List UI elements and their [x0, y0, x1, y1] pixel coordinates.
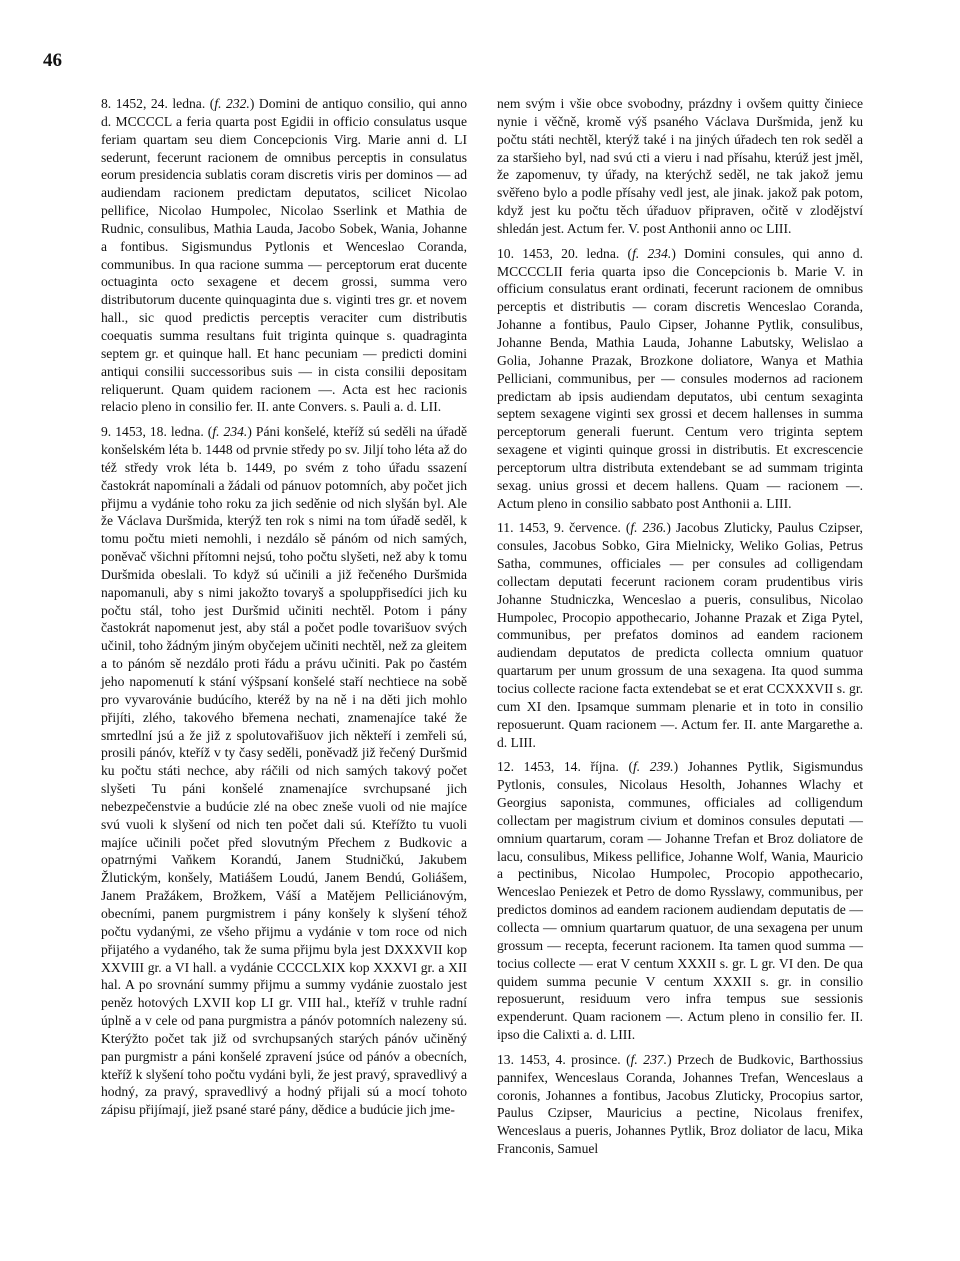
entry-date: 1452, 24. ledna. [115, 96, 206, 111]
folio-reference: f. 234. [212, 424, 248, 440]
entry-text: Jacobus Zluticky, Paulus Czipser, consules, Jacobus Sobko, Gira Mielnicky, Weliko Golias, Petrus Satha, communes, officiales — per consules ad colligendam collectam deputati fecerunt racionem coram prudentibus viris Johanne Studniczka, Wenceslao a pueris, consulibus, Nicolao Humpolec, Procopio appothecario, Johanne Prazak et Ziga Pytel, communibus, per prefatos dominos ad eandem racionem audiendam deputatos de predicta collecta omnium quatuor quartarum per unum grossum de una sexagena. Ita quod summa tocius collecte racione facta extendebat se et erat CCXXXVII s. gr. cum XI den. Ipsamque summam plenarie et in toto in consilio reposuerunt. Quam racionem —. Actum fer. II. ante Margarethe a. d. LIII. [497, 520, 863, 750]
folio-reference: f. 234. [632, 245, 672, 261]
folio-reference: f. 237. [630, 1051, 668, 1067]
folio-open: ( [626, 1051, 631, 1067]
entry-number: 13. [497, 1051, 514, 1067]
right-column [497, 95, 863, 1165]
entry-8 [101, 95, 467, 416]
folio-close: ) [671, 245, 676, 261]
folio-close: ) [666, 520, 671, 536]
entry-date: 1453, 18. ledna. [115, 424, 204, 440]
entry-number: 10. [497, 245, 514, 261]
folio-reference: f. 232. [214, 96, 250, 111]
folio-open: ( [209, 96, 215, 111]
entry-12 [497, 758, 863, 1044]
entry-13 [497, 1051, 863, 1158]
folio-open: ( [628, 759, 633, 775]
folio-close: ) [673, 759, 679, 775]
entry-text: Johannes Pytlik, Sigismundus Pytlonis, consules, Nicolaus Hesolth, Johannes Wlachy et Georgius saponista, communes, officiales ad colligendum collectam per magistrum civium et dominos consules deputati — omnium quartarum, coram — Johanne Trefan et Broz doliatore de lacu, consulibus, Mikess pellifice, Johanne Wolf, Wania, Mauricio a pectinibus, Nicolao Humpolec, Procopio appothecario, Wenceslao Peniezek et Petro de domo Rysslawy, communibus, per predictos dominos ad eandem racionem audiendam deputatis de — collecta — omnium quartarum quatuor, de una sexagena per unum grossum — recepta, fecerunt racionem. Ita tamen quod summa — tocius collecte — erat V centum XXXII s. gr. L gr. VI den. De qua quidem summa pecunie V centum XXXII s. gr. in consilio reposuerunt, residuum vero infra tempus sue sessionis expenderunt. Quam racionem —. Actum pleno in consilio fer. II. ipso die Calixti a. d. LIII. [497, 759, 863, 1043]
page-number: 46 [43, 50, 62, 71]
entry-date: 1453, 14. října. [523, 759, 619, 775]
folio-open: ( [207, 424, 213, 440]
folio-close: ) [247, 424, 252, 440]
entry-date: 1453, 20. ledna. [522, 245, 620, 261]
folio-open: ( [627, 245, 633, 261]
folio-reference: f. 236. [630, 520, 667, 536]
entry-text: Páni konšelé, kteříž sú seděli na úřadě konšelském léta b. 1448 od prvnie středy po sv. Jiljí toho léta až do též středy vrok léta b. 1449, po svém z toho úřadu ssazení častokrát napomínali a žádali od pánuov potomních, aby počet jich přijmu a vydánie toho roku za jich seděnie od nich slyšán byl. Ale že Václava Duršmida, kterýž ten rok s nimi na tom úřadě seděl, k tomu počtu mieti nemohli, i nezdálo sě pánóm od nich samých, poněvač všichni přítomni nejsú, toho počtu slyšeti, než aby k tomu Duršmida obeslali. To když sú učinili a již řečeného Duršmida napomanuli, aby s nimi jakožto tovaryš a spoluppřisedíci jich ku počtu stál, toho jest Duršmid učiniti nechtěl. Potom i pány častokrát napomenut jest, aby stál a počet podle tovarišuov svých učinil, toho žádným jiným obyčejem učiniti nechtěl, než za gleitem a to pánóm sě nezdálo proti řádu a právu učiniti. Pak po častém jeho napomenutí k stání výšpsaní konšelé staří nechtiece na sobě pro vyvarovánie budúcího, kteréž by na ně i na děti jich mohlo přijíti, zlého, takového břemena nechati, znamenajíce také že smrtedlní jsú a že již z spolutovařišuov jich někteří i zemřeli sú, prosili pánóv, kteříž v ty časy seděli, poněvadž již řečený Duršmid ku počtu státi nechce, aby ráčili od nich samých takový počet slyšeti Tu páni konšelé znamenajíce svrchupsané jich nebezpečenstvie a budúcie zlé na obec zneše vuoli od nie majíce svú vuoli k slyšení od nich ten počet dali sú. Kteřížto tu vuoli majíce učinili počet před slovutným Přechem z Budkovic a opatrnými Vaňkem Korandú, Janem Studničkú, Jakubem Žlutickým, konšely, Matiášem Loudú, Janem Bendú, Goliášem, Janem Pražákem, Brožkem, Váší a Matějem Pelliciánovým, obecními, panem purgmistrem i pány konšely k slyšení téhož počtu vydanými, ze všeho přijmu a vydánie v tom roce od nich přijatého a vydaného, tak že suma přijmu byla jest DXXXVII kop XXVIII gr. a VI hall. a vydánie CCCCLXIX kop XXXVI gr. a XII hal. A po srovnání summy přijmu a summy vydánie zuostalo jest peněz hotových LXVII kop LI gr. VIII hal., kteříž v truhle radní úplně a v cele od pana purgmistra a pánóv potomních nalezeny sú. Kterýžto počet tak již od svrchupsaných starých pánóv učiněný pan purgmistr a páni konšelé zpravení jsúce od pánóv a obecních, kteříž k slyšení toho počtu vydáni byli, že jest pravý, spravedlivý a hodný, za pravý, spravedlivý a hodný přijali sú a mocí tohoto zápisu přijímají, jiež psané staré pány, dědice a budúcie jich jme- [101, 424, 467, 1118]
entry-number: 8. [101, 96, 112, 111]
entry-date: 1453, 9. července. [518, 520, 621, 536]
entry-number: 9. [101, 424, 112, 440]
left-column [101, 95, 467, 1126]
folio-open: ( [625, 520, 631, 536]
folio-close: ) [667, 1051, 672, 1067]
continuation-text: nem svým i všie obce svobodny, prázdny i ovšem quitty činiece nynie i věčně, kromě výš psaného Václava Duršmida, jenž ku počtu státi nechtěl, kterýž také i na jiných úřadech ten rok seděl a za staršieho byl, nad svú cti a vieru i nad přísahu, kterúž jest jměl, že zapomenuv, ty úřady, na kterýchž seděl, ne tak jakož jemu svěřeno bylo a podle přísahy vedl jest, ale jinak. jakož pak potom, když jest ku počtu těch úřaduov připraven, očitě v zlodějství shledán jest. Actum fer. V. post Anthonii anno oc LIII. [497, 96, 863, 236]
folio-reference: f. 239. [632, 759, 674, 775]
entry-text: Domini de antiquo consilio, qui anno d. MCCCCL a feria quarta post Egidii in officio consulatus usque feriam quartam seu diem Concepcionis Virg. Marie anni d. LI sederunt, fecerunt racionem de omnibus perceptis in consulatus eorum presidencia sublatis coram discretis viris per dominos — ad audiendam racionem predictam deputatos, scilicet Nicolao pellifice, Nicolao Humpolec, Nicolao Sserlink et Mathia de Rudnic, consulibus, Mathia Lauda, Jacobo Sobek, Wania, Johanne a fontibus. Sigismundus Pytlonis et Wenceslao Coranda, communibus. In qua racione summa — perceptorum erat ducente octuaginta octo sexagene et decem grossi, summa vero distributorum ducente quinquaginta due s. viginti tres gr. et novem hall., sic quod predictis perceptis veraciter cum distributis coequatis summa resultans fuit triginta quinque s. quadraginta septem gr. et quinque hall. Et hanc pecuniam — predicti domini antiqui consilii successoribus suis — in cista consilii depositam reliquerunt. Quam quidem racionem —. Acta est hec racionis relacio pleno in consilio fer. II. ante Convers. s. Pauli a. d. LII. [101, 96, 467, 415]
entry-number: 12. [497, 759, 514, 775]
entry-text: Przech de Budkovic, Barthossius pannifex, Wenceslaus Coranda, Johannes Trefan, Wenceslaus a coronis, Johannes a fontibus, Jacobus Zluticky, Procopius sartor, Paulus Czipser, Mauricius a pectine, Nicolaus frenifex, Wenceslaus a pueris, Johannes Pytlik, Broz doliator de lacu, Mika Franconis, Samuel [497, 1051, 863, 1157]
entry-date: 1453, 4. prosince. [519, 1051, 621, 1067]
entry-number: 11. [497, 520, 514, 536]
entry-9 [101, 423, 467, 1119]
entry-11 [497, 519, 863, 751]
entry-10 [497, 245, 863, 513]
entry-text: Domini consules, qui anno d. MCCCCLII feria quarta ipso die Concepcionis b. Marie V. in officium consulatus erant ordinati, fecerunt racionem de omnibus perceptis et distributis — coram discretis Wenceslao Coranda, Johanne a fontibus, Paulo Cipser, Johanne Pytlik, consulibus, Johanne Benda, Mathia Lauda, Johanne Labutsky, Welislao a Golia, Johanne Prazak, Brozkone doliatore, Wanya et Mathia Pelliciani, communibus, per — consules modernos ad racionem predictam ab ipsis audiendam deputatos, ubi centum sexaginta septem sexagene viginti sex grossi et decem hallenses in summa perceptorum generali fuerunt. Centum vero triginta septem sexagene et viginti quinque grossi in distributis. Et excrescencie perceptorum ultra distributa extendebant se ad summam triginta sexag. unius grossi et decem hallens. Quam — racionem —. Actum pleno in consilio sabbato post Anthonii a. LIII. [497, 245, 863, 511]
folio-close: ) [249, 96, 255, 111]
